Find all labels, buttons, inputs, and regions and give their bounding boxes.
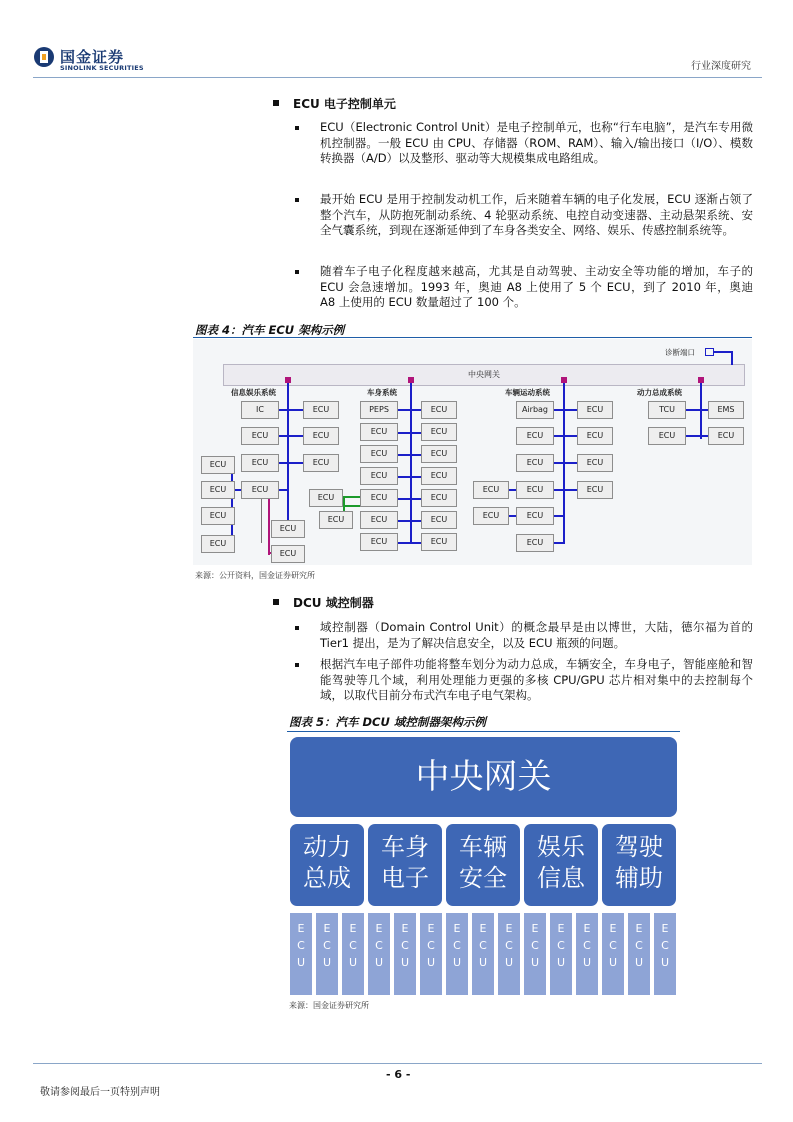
domain-label: 娱乐 xyxy=(537,833,585,861)
domain-label: 信息 xyxy=(537,864,585,892)
figure-5-source: 来源：国金证券研究所 xyxy=(289,1001,369,1010)
ecu-letter: U xyxy=(634,956,644,969)
bus-line xyxy=(343,505,361,507)
ecu-box: ECU xyxy=(201,481,235,499)
ecu-letter: E xyxy=(375,922,383,935)
ecu-box: ECU xyxy=(201,456,235,474)
ecu-letter: C xyxy=(505,939,513,952)
ecu-box: ECU xyxy=(421,423,457,441)
domain-label: 动力 xyxy=(303,833,351,861)
disclaimer-note: 敬请参阅最后一页特别声明 xyxy=(40,1087,160,1098)
bus-line xyxy=(287,383,289,523)
dcu-paragraph-2: 根据汽车电子部件功能将整车划分为动力总成，车辆安全，车身电子，智能座舱和智能驾驶等几个域，利用处理能力更强的多核 CPU/GPU 芯片相对集中的去控制每个域，以取代目前分布式汽车电子电气架构。 xyxy=(320,657,753,702)
list-bullet xyxy=(295,126,299,130)
ecu-box: ECU xyxy=(309,489,343,507)
ecu-letter: U xyxy=(348,956,358,969)
ecu-box: ECU xyxy=(360,511,398,529)
ecu-box-airbag: Airbag xyxy=(516,401,554,419)
section-bullet xyxy=(273,100,279,106)
ecu-letter: E xyxy=(505,922,513,935)
ecu-letter: E xyxy=(557,922,565,935)
bus-line xyxy=(713,351,733,353)
domain-body xyxy=(368,824,442,906)
ecu-box: ECU xyxy=(303,427,339,445)
ecu-box: ECU xyxy=(201,535,235,553)
bus-line xyxy=(231,464,233,544)
ecu-letter: E xyxy=(479,922,487,935)
ecu-box: ECU xyxy=(201,507,235,525)
ecu-box: ECU xyxy=(421,401,457,419)
ecu-box: ECU xyxy=(473,507,509,525)
ecu-letter: C xyxy=(531,939,539,952)
ecu-box: ECU xyxy=(473,481,509,499)
ecu-box: ECU xyxy=(271,520,305,538)
ecu-letter: E xyxy=(453,922,461,935)
ecu-letter: E xyxy=(323,922,331,935)
group-label-motion: 车辆运动系统 xyxy=(505,388,550,397)
dcu-ecu-column xyxy=(550,913,572,995)
section-title-dcu: DCU 域控制器 xyxy=(293,596,374,610)
figure-5-title: 图表 5：汽车 DCU 域控制器架构示例 xyxy=(289,715,486,729)
logo-text-en: SINOLINK SECURITIES xyxy=(60,64,144,72)
list-bullet xyxy=(295,198,299,202)
bus-line xyxy=(551,462,579,464)
dcu-ecu-column xyxy=(472,913,494,995)
ecu-letter: E xyxy=(297,922,305,935)
section-title-ecu: ECU 电子控制单元 xyxy=(293,97,396,111)
dcu-paragraph-1: 域控制器（Domain Control Unit）的概念最早是由以博世，大陆，德尔福为首的 Tier1 提出，是为了解决信息安全，以及 ECU 瓶颈的问题。 xyxy=(320,620,753,650)
dcu-ecu-column xyxy=(290,913,312,995)
domain-label: 车身 xyxy=(381,833,429,861)
ecu-box: ECU xyxy=(360,445,398,463)
domain-label: 安全 xyxy=(459,864,507,892)
ecu-letter: C xyxy=(427,939,435,952)
domain-adas xyxy=(602,824,676,906)
ecu-letter: C xyxy=(583,939,591,952)
bus-line xyxy=(268,497,270,555)
ecu-letter: U xyxy=(322,956,332,969)
ecu-box: ECU xyxy=(421,467,457,485)
domain-label: 车辆 xyxy=(459,833,507,861)
bus-line xyxy=(551,489,579,491)
section-bullet xyxy=(273,599,279,605)
ecu-box: ECU xyxy=(577,401,613,419)
ecu-box-ems: EMS xyxy=(708,401,744,419)
bus-line xyxy=(261,497,262,543)
diag-port-label: 诊断端口 xyxy=(665,348,695,357)
ecu-paragraph-1: ECU（Electronic Control Unit）是电子控制单元，也称“行车电脑”，是汽车专用微机控制器。一般 ECU 由 CPU、存储器（ROM、RAM）、输入/输出接口（I/O）、模数转换器（A/D）以及整形、驱动等大规模集成电路组成。 xyxy=(320,120,753,165)
group-label-body: 车身系统 xyxy=(367,388,397,397)
ecu-paragraph-2: 最开始 ECU 是用于控制发动机工作，后来随着车辆的电子化发展，ECU 逐渐占领了整个汽车，从防抱死制动系统、4 轮驱动系统、电控自动变速器、主动悬架系统、安全气囊系统，到现在逐渐延伸到了车身各类安全、网络、娱乐、传感控制系统等。 xyxy=(320,192,753,237)
ecu-letter: C xyxy=(323,939,331,952)
dcu-ecu-column xyxy=(394,913,416,995)
ecu-box: ECU xyxy=(577,454,613,472)
ecu-box: ECU xyxy=(360,467,398,485)
dcu-ecu-column xyxy=(420,913,442,995)
ecu-box: ECU xyxy=(516,481,554,499)
ecu-box: ECU xyxy=(577,427,613,445)
ecu-letter: C xyxy=(557,939,565,952)
dcu-ecu-column xyxy=(368,913,390,995)
ecu-letter: U xyxy=(582,956,592,969)
list-bullet xyxy=(295,270,299,274)
ecu-letter: U xyxy=(374,956,384,969)
bus-line xyxy=(700,383,702,439)
list-bullet xyxy=(295,663,299,667)
ecu-box: ECU xyxy=(421,511,457,529)
figure-4-source: 来源：公开资料，国金证券研究所 xyxy=(195,571,315,580)
ecu-letter: C xyxy=(375,939,383,952)
ecu-box: ECU xyxy=(421,489,457,507)
ecu-box: ECU xyxy=(516,454,554,472)
ecu-box: ECU xyxy=(360,533,398,551)
dcu-central-gateway: 中央网关 xyxy=(290,737,677,817)
ecu-letter: C xyxy=(479,939,487,952)
ecu-box-ic: IC xyxy=(241,401,279,419)
ecu-letter: C xyxy=(349,939,357,952)
dcu-ecu-column xyxy=(524,913,546,995)
ecu-letter: E xyxy=(583,922,591,935)
ecu-box-peps: PEPS xyxy=(360,401,398,419)
ecu-letter: U xyxy=(452,956,462,969)
group-label-powertrain: 动力总成系统 xyxy=(637,388,682,397)
bus-line xyxy=(551,435,579,437)
domain-safety xyxy=(446,824,520,906)
figure-4-title: 图表 4：汽车 ECU 架构示例 xyxy=(195,323,345,337)
logo-text-cn: 国金证券 xyxy=(60,48,125,66)
dcu-ecu-column xyxy=(342,913,364,995)
ecu-architecture-diagram xyxy=(193,339,752,565)
bus-line xyxy=(343,496,361,498)
ecu-box: ECU xyxy=(319,511,353,529)
figure-5-rule xyxy=(287,731,680,732)
ecu-letter: C xyxy=(453,939,461,952)
report-type: 行业深度研究 xyxy=(691,61,751,72)
dcu-ecu-column xyxy=(576,913,598,995)
ecu-letter: E xyxy=(609,922,617,935)
page-number: - 6 - xyxy=(386,1068,411,1081)
ecu-letter: C xyxy=(609,939,617,952)
ecu-box-tcu: TCU xyxy=(648,401,686,419)
ecu-letter: E xyxy=(661,922,669,935)
ecu-box: ECU xyxy=(241,454,279,472)
domain-powertrain xyxy=(290,824,364,906)
domain-label: 总成 xyxy=(303,864,351,892)
ecu-letter: U xyxy=(400,956,410,969)
dcu-ecu-column xyxy=(602,913,624,995)
ecu-box: ECU xyxy=(421,533,457,551)
central-gateway xyxy=(223,364,745,386)
ecu-letter: U xyxy=(608,956,618,969)
ecu-box: ECU xyxy=(516,427,554,445)
dcu-ecu-column xyxy=(446,913,468,995)
bus-line xyxy=(410,383,412,543)
dcu-ecu-column xyxy=(316,913,338,995)
bus-line xyxy=(731,351,733,365)
ecu-box: ECU xyxy=(421,445,457,463)
ecu-box: ECU xyxy=(303,401,339,419)
ecu-letter: E xyxy=(531,922,539,935)
dcu-ecu-column xyxy=(654,913,676,995)
footer-divider xyxy=(33,1063,762,1064)
ecu-letter: C xyxy=(661,939,669,952)
ecu-box: ECU xyxy=(241,481,279,499)
ecu-letter: U xyxy=(426,956,436,969)
ecu-letter: C xyxy=(635,939,643,952)
ecu-letter: C xyxy=(297,939,305,952)
dcu-ecu-column xyxy=(628,913,650,995)
list-bullet xyxy=(295,626,299,630)
header-divider xyxy=(33,77,762,78)
domain-label: 电子 xyxy=(381,864,429,892)
ecu-box: ECU xyxy=(516,507,554,525)
ecu-letter: E xyxy=(635,922,643,935)
central-gateway-label: 中央网关 xyxy=(468,370,500,379)
group-label-infotainment: 信息娱乐系统 xyxy=(231,388,276,397)
ecu-box: ECU xyxy=(708,427,744,445)
figure-4-rule xyxy=(193,337,752,338)
ecu-box: ECU xyxy=(271,545,305,563)
ecu-letter: E xyxy=(349,922,357,935)
logo-icon xyxy=(33,46,55,68)
ecu-paragraph-3: 随着车子电子化程度越来越高，尤其是自动驾驶、主动安全等功能的增加，车子的 ECU 会急速增加。1993 年，奥迪 A8 上使用了 5 个 ECU，到了 2010 年，奥迪 A8 上使用的 ECU 数量超过了 100 个。 xyxy=(320,264,753,309)
ecu-letter: C xyxy=(401,939,409,952)
domain-label: 辅助 xyxy=(615,864,663,892)
ecu-box: ECU xyxy=(303,454,339,472)
ecu-box: ECU xyxy=(360,423,398,441)
ecu-letter: E xyxy=(401,922,409,935)
ecu-box: ECU xyxy=(360,489,398,507)
domain-label: 驾驶 xyxy=(615,833,663,861)
ecu-letter: U xyxy=(660,956,670,969)
ecu-box: ECU xyxy=(648,427,686,445)
ecu-box: ECU xyxy=(516,534,554,552)
ecu-letter: U xyxy=(478,956,488,969)
ecu-letter: U xyxy=(296,956,306,969)
ecu-letter: U xyxy=(504,956,514,969)
dcu-ecu-column xyxy=(498,913,520,995)
ecu-letter: E xyxy=(427,922,435,935)
bus-line xyxy=(551,409,579,411)
ecu-box: ECU xyxy=(241,427,279,445)
domain-infotainment xyxy=(524,824,598,906)
ecu-letter: U xyxy=(530,956,540,969)
ecu-letter: U xyxy=(556,956,566,969)
ecu-box: ECU xyxy=(577,481,613,499)
